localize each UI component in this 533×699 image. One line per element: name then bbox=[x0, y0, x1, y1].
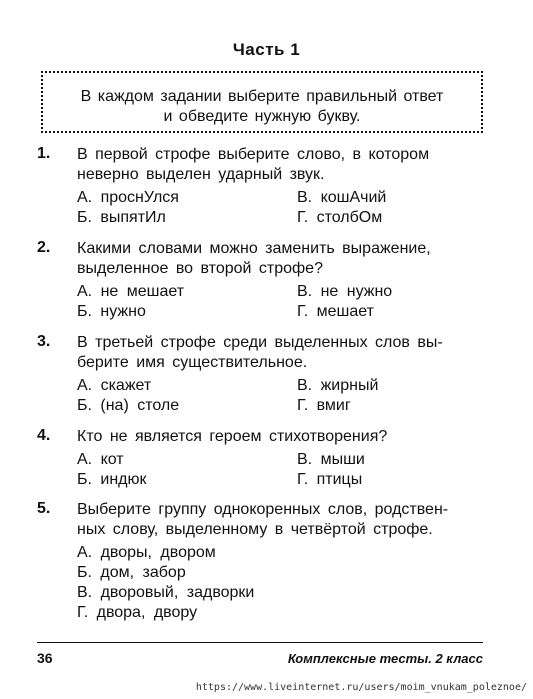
page-title: Часть 1 bbox=[232, 40, 301, 59]
question-1-number: 1. bbox=[37, 145, 51, 162]
question-5-option-b[interactable]: Б. дом, забор bbox=[77, 564, 186, 581]
question-4-text bbox=[77, 427, 487, 447]
question-1-text bbox=[77, 145, 487, 185]
instruction-line-1: В каждом задании выберите правильный ответ bbox=[80, 88, 444, 105]
question-5-line-2: ных слову, выделенному в четвёртой строфе. bbox=[77, 521, 433, 538]
question-2-number: 2. bbox=[37, 239, 51, 256]
question-2-line-2: выделенное во второй строфе? bbox=[77, 260, 323, 277]
footer-divider bbox=[37, 642, 483, 643]
question-4-option-a[interactable]: А. кот bbox=[77, 451, 124, 468]
question-2-option-b[interactable]: Б. нужно bbox=[77, 303, 146, 320]
question-2-option-g[interactable]: Г. мешает bbox=[297, 303, 374, 320]
question-2-option-v[interactable]: В. не нужно bbox=[297, 283, 393, 300]
instruction-line-2: и обведите нужную букву. bbox=[163, 108, 361, 125]
question-5-line-1: Выберите группу однокоренных слов, родствен- bbox=[77, 501, 449, 518]
book-title: Комплексные тесты. 2 класс bbox=[287, 651, 483, 666]
page-number: 36 bbox=[37, 650, 53, 666]
watermark-url: https://www.liveinternet.ru/users/moim_vnukam_poleznoe/ bbox=[195, 682, 527, 693]
question-5-text bbox=[77, 500, 487, 540]
question-4-line-1: Кто не является героем стихотворения? bbox=[77, 428, 388, 445]
question-3-option-a[interactable]: А. скажет bbox=[77, 377, 152, 394]
question-1-line-2: неверно выделен ударный звук. bbox=[77, 166, 325, 183]
question-2-option-a[interactable]: А. не мешает bbox=[77, 283, 185, 300]
question-1-option-g[interactable]: Г. столбОм bbox=[297, 209, 383, 226]
instruction-box bbox=[41, 71, 483, 133]
question-5-option-v[interactable]: В. дворовый, задворки bbox=[77, 584, 255, 601]
question-3-option-b[interactable]: Б. (на) столе bbox=[77, 397, 180, 414]
question-1-option-b[interactable]: Б. выпятИл bbox=[77, 209, 166, 226]
question-3-option-g[interactable]: Г. вмиг bbox=[297, 397, 351, 414]
question-4-option-g[interactable]: Г. птицы bbox=[297, 471, 363, 488]
question-2-line-1: Какими словами можно заменить выражение, bbox=[77, 240, 431, 257]
question-5-option-a[interactable]: А. дворы, двором bbox=[77, 544, 216, 561]
question-4-option-v[interactable]: В. мыши bbox=[297, 451, 365, 468]
question-1-line-1: В первой строфе выберите слово, в котором bbox=[77, 146, 430, 163]
question-3-option-v[interactable]: В. жирный bbox=[297, 377, 379, 394]
question-1-option-v[interactable]: В. кошАчий bbox=[297, 189, 387, 206]
question-1-option-a[interactable]: А. проснУлся bbox=[77, 189, 179, 206]
instruction-text bbox=[43, 87, 481, 127]
question-4-number: 4. bbox=[37, 427, 51, 444]
question-2-text bbox=[77, 239, 487, 279]
question-5-option-g[interactable]: Г. двора, двору bbox=[77, 604, 198, 621]
question-3-line-1: В третьей строфе среди выделенных слов вы- bbox=[77, 334, 443, 351]
question-3-text bbox=[77, 333, 487, 373]
question-3-number: 3. bbox=[37, 333, 51, 350]
question-4-option-b[interactable]: Б. индюк bbox=[77, 471, 147, 488]
question-5-number: 5. bbox=[37, 500, 51, 517]
question-3-line-2: берите имя существительное. bbox=[77, 354, 308, 371]
